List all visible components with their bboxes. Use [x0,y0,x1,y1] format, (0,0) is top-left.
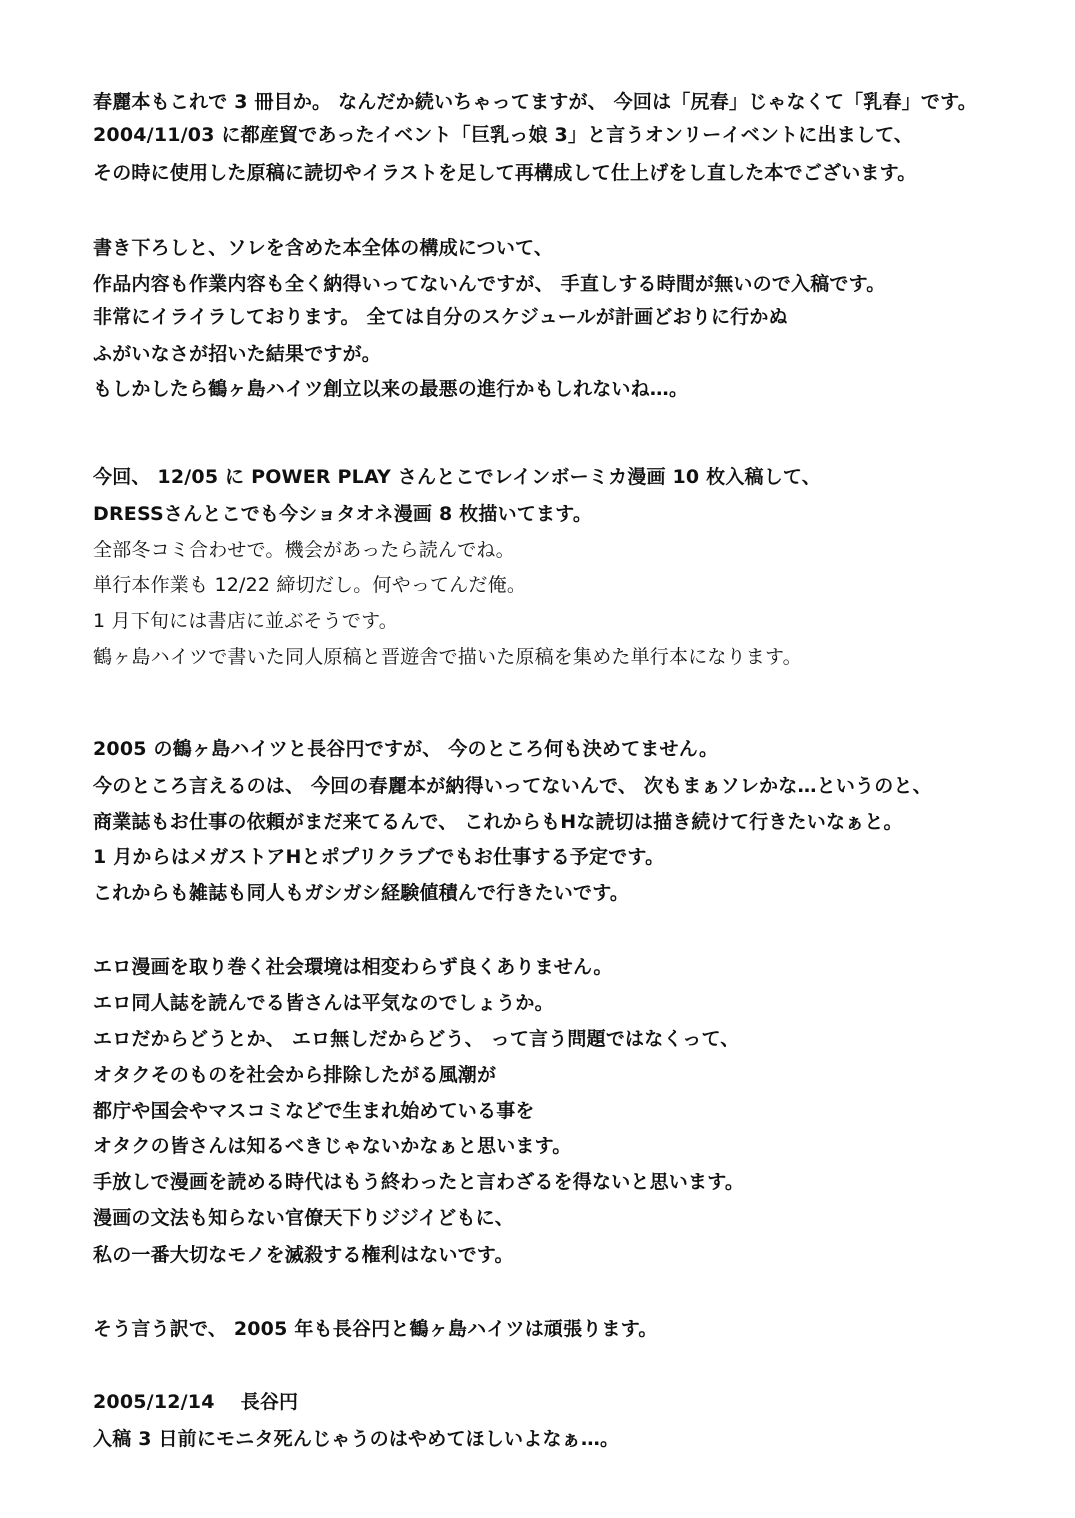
text-line: DRESSさんとこでも今ショタオネ漫画 8 枚描いてます。 [93,503,593,525]
text-line: 2005 の鶴ヶ島ハイツと長谷円ですが、 今のところ何も決めてません。 [93,738,719,760]
text-line: ふがいなさが招いた結果ですが。 [93,343,382,365]
text-line: 全部冬コミ合わせで。機会があったら読んでね。 [93,539,515,561]
date-signature: 2005/12/14 長谷円 [93,1391,299,1413]
text-line: 鶴ヶ島ハイツで書いた同人原稿と晋遊舎で描いた原稿を集めた単行本になります。 [93,646,802,668]
text-line: 1 月からはメガストアHとポプリクラブでもお仕事する予定です。 [93,846,665,868]
text-line: そう言う訳で、 2005 年も長谷円と鶴ヶ島ハイツは頑張ります。 [93,1318,658,1340]
text-line: 入稿 3 日前にモニタ死んじゃうのはやめてほしいよなぁ…。 [93,1428,620,1450]
text-line: オタクそのものを社会から排除したがる風潮が [93,1064,497,1086]
text-line: エロ同人誌を読んでる皆さんは平気なのでしょうか。 [93,992,554,1014]
text-line: 今回、 12/05 に POWER PLAY さんとこでレインボーミカ漫画 10 枚入稿して、 [93,466,821,488]
text-line: 1 月下旬には書店に並ぶそうです。 [93,610,399,632]
text-line: 商業誌もお仕事の依頼がまだ来てるんで、 これからもHな読切は描き続けて行きたいなぁと。 [93,811,903,833]
text-line: 非常にイライラしております。 全ては自分のスケジュールが計画どおりに行かぬ [93,306,788,328]
text-line: 単行本作業も 12/22 締切だし。何やってんだ俺。 [93,574,527,596]
text-line: エロだからどうとか、 エロ無しだからどう、 って言う問題ではなくって、 [93,1028,740,1050]
text-line: オタクの皆さんは知るべきじゃないかなぁと思います。 [93,1135,572,1157]
text-line: 私の一番大切なモノを滅殺する権利はないです。 [93,1244,514,1266]
text-line: 春麗本もこれで 3 冊目か。 なんだか続いちゃってますが、 今回は「尻春」じゃなくて「乳春」です。 [93,91,977,113]
text-line: 今のところ言えるのは、 今回の春麗本が納得いってないんで、 次もまぁソレかな…というのと、 [93,775,932,797]
text-line: 書き下ろしと、ソレを含めた本全体の構成について、 [93,237,554,259]
text-line: その時に使用した原稿に読切やイラストを足して再構成して仕上げをし直した本でございます。 [93,162,917,184]
text-line: もしかしたら鶴ヶ島ハイツ創立以来の最悪の進行かもしれないね…。 [93,378,689,400]
text-line: 漫画の文法も知らない官僚天下りジジイどもに、 [93,1207,514,1229]
text-line: エロ漫画を取り巻く社会環境は相変わらず良くありません。 [93,956,613,978]
text-line: 都庁や国会やマスコミなどで生まれ始めている事を [93,1100,535,1122]
text-line: これからも雑誌も同人もガシガシ経験値積んで行きたいです。 [93,882,630,904]
text-line: 2004/11/03 に都産貿であったイベント「巨乳っ娘 3」と言うオンリーイベントに出まして、 [93,124,914,146]
text-line: 作品内容も作業内容も全く納得いってないんですが、 手直しする時間が無いので入稿です。 [93,273,886,295]
text-line: 手放しで漫画を読める時代はもう終わったと言わざるを得ないと思います。 [93,1171,745,1193]
